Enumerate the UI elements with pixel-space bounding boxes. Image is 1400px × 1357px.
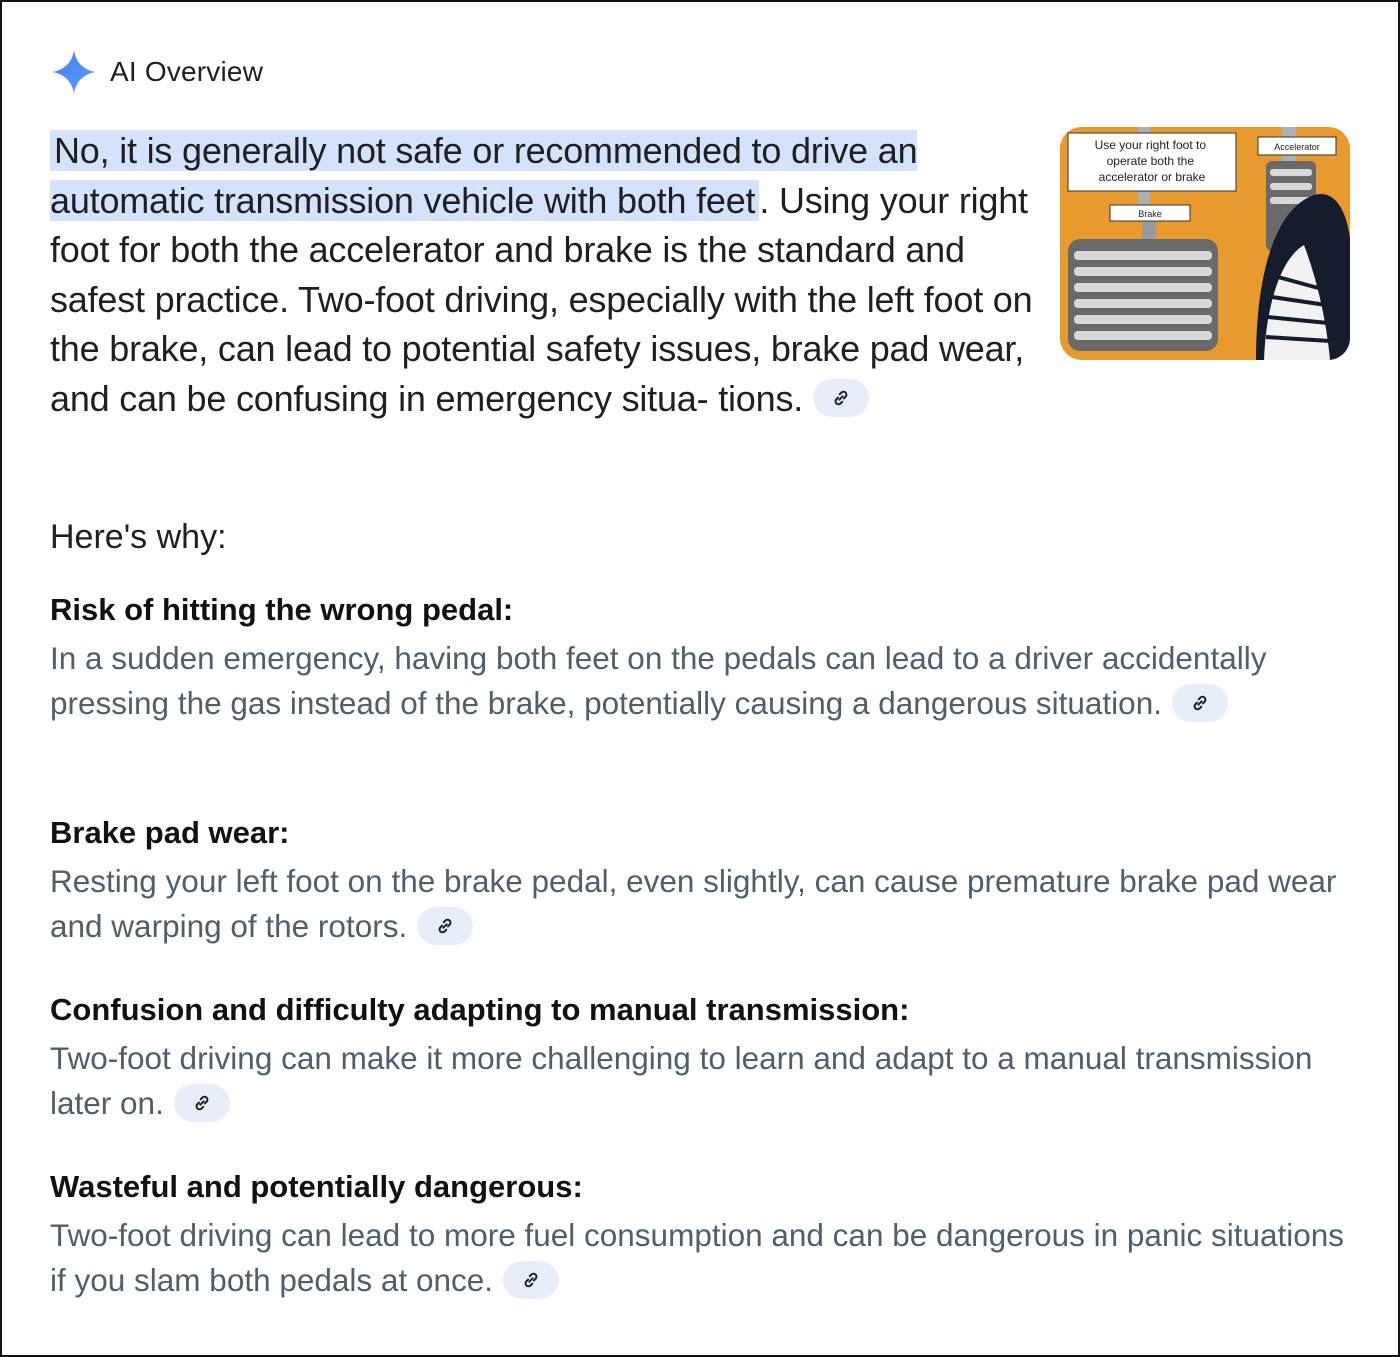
reason-body: Resting your left foot on the brake pedal, even slightly, can cause premature brake pad wear and warping of the rotors.: [50, 863, 1337, 944]
source-link-button[interactable]: [503, 1261, 559, 1299]
ai-overview-title: AI Overview: [110, 56, 264, 87]
reason-title: Wasteful and potentially dangerous:: [50, 1169, 583, 1204]
source-link-button[interactable]: [1172, 684, 1228, 722]
source-link-button[interactable]: [813, 379, 869, 417]
link-icon: [521, 1270, 541, 1290]
pedals-illustration: [1060, 127, 1350, 360]
pedals-thumbnail-image[interactable]: [1060, 127, 1350, 360]
reason-body: Two-foot driving can lead to more fuel consumption and can be dangerous in panic situations if you slam both pedals at once.: [50, 1217, 1345, 1298]
highlighted-answer: No, it is generally not safe or recommended to drive an automatic transmission vehicle with both feet: [50, 130, 918, 221]
reason-section: [50, 813, 1350, 949]
link-icon: [1190, 693, 1210, 713]
accelerator-label: Accelerator: [1274, 142, 1320, 152]
sparkle-icon: [50, 48, 98, 96]
reason-title: Confusion and difficulty adapting to manual transmission:: [50, 992, 910, 1027]
brake-label: Brake: [1138, 209, 1162, 219]
link-icon: [435, 916, 455, 936]
link-icon: [192, 1093, 212, 1113]
why-heading: Here's why:: [50, 518, 227, 556]
reason-body: Two-foot driving can make it more challenging to learn and adapt to a manual transmission later on.: [50, 1040, 1313, 1121]
reason-body: In a sudden emergency, having both feet on the pedals can lead to a driver accidentally pressing the gas instead of the brake, potentially causing a dangerous situation.: [50, 640, 1267, 721]
reason-section: [50, 990, 1350, 1126]
ai-overview-header: [50, 48, 263, 96]
intro-rest-text: . Using your right foot for both the accelerator and brake is the standard and safest practice. Two-foot driving, especially with the left foot on the brake, can lead to potential safety issues, brake pad wear, and can be confusing in emergency situa- tions.: [50, 179, 1033, 419]
reason-title: Risk of hitting the wrong pedal:: [50, 592, 514, 627]
source-link-button[interactable]: [174, 1084, 230, 1122]
reason-title: Brake pad wear:: [50, 815, 290, 850]
source-link-button[interactable]: [417, 907, 473, 945]
link-icon: [831, 388, 851, 408]
reason-section: [50, 1167, 1350, 1303]
pedal-caption: Use your right foot to operate both the accelerator or brake: [1094, 138, 1207, 184]
intro-paragraph: [50, 126, 1050, 423]
reason-section: [50, 590, 1350, 726]
